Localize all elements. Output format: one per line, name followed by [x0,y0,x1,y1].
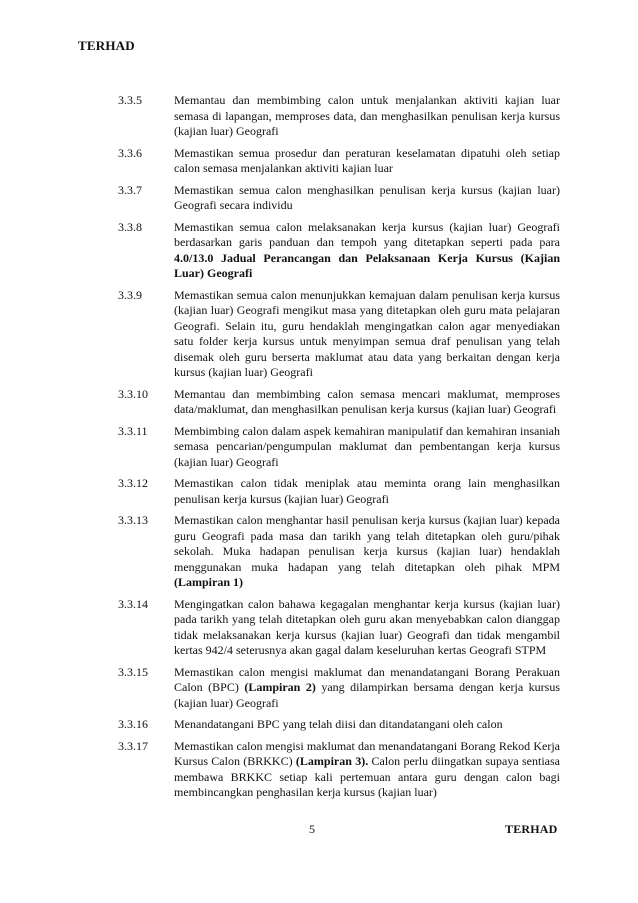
list-item-3-3-8 [118,220,560,282]
list-item-3-3-15 [118,665,560,712]
item-text-plain: Memastikan calon menghantar hasil penulisan kerja kursus (kajian luar) kepada guru Geografi pada masa dan tarikh yang telah ditetapkan oleh guru/pihak sekolah. Muka hadapan penulisan kerja kursus (kajian luar) hendaklah menggunakan muka hadapan yang telah ditetapkan oleh pihak MPM [174,513,560,574]
item-text [174,220,560,282]
item-number: 3.3.17 [118,738,148,753]
item-number: 3.3.10 [118,386,148,401]
item-text-bold-reference: (Lampiran 3). [295,754,369,768]
item-text: Memastikan calon tidak meniplak atau meminta orang lain menghasilkan penulisan kerja kursus (kajian luar) Geografi [174,476,560,506]
duties-list [118,93,560,807]
item-number: 3.3.13 [118,513,148,527]
list-item-3-3-12 [118,476,560,507]
item-text: Membimbing calon dalam aspek kemahiran manipulatif dan kemahiran insaniah semasa pencarian/pengumpulan maklumat dan pembentangan kerja kursus (kajian luar) Geografi [174,423,560,469]
item-number: 3.3.12 [118,476,148,490]
list-item-3-3-5 [118,93,560,140]
item-text-plain-after: yang dilampirkan bersama dengan kerja kursus (kajian luar) Geografi [174,680,561,710]
item-text-plain: Memastikan calon mengisi maklumat dan menandatangani Borang Rekod Kerja Kursus Calon (BRKKC) [174,738,560,768]
item-text-bold-reference: (Lampiran 1) [174,575,243,589]
list-item-3-3-9 [118,288,560,381]
list-item-3-3-13 [118,513,560,591]
item-number: 3.3.14 [118,596,148,611]
list-item-3-3-14 [118,597,560,659]
item-number: 3.3.11 [118,423,148,438]
item-number: 3.3.7 [118,182,142,197]
item-text [174,665,560,712]
item-number: 3.3.15 [118,664,148,679]
page-number: 5 [309,822,315,836]
item-text: Memastikan semua calon menunjukkan kemajuan dalam penulisan kerja kursus (kajian luar) Geografi mengikut masa yang ditetapkan oleh guru mata pelajaran Geografi. Selain itu, guru hendaklah mengingatkan calon agar menyediakan satu folder kerja kursus untuk menyimpan semua draf penulisan yang telah disemak oleh guru berserta maklumat atau data yang berkaitan dengan kerja kursus (kajian luar) Geografi [174,287,560,379]
item-text-plain-after: Calon perlu diingatkan supaya sentiasa membawa BRKKC setiap kali pertemuan antara guru dengan calon bagi membincangkan penghasilan kerja kursus (kajian luar) [174,754,560,799]
item-number: 3.3.6 [118,145,142,160]
list-item-3-3-11 [118,424,560,471]
item-text: Memantau dan membimbing calon untuk menjalankan aktiviti kajian luar semasa di lapangan, memproses data, dan menghasilkan penulisan kerja kursus (kajian luar) Geografi [174,93,560,138]
item-number: 3.3.16 [118,717,148,731]
list-item-3-3-17 [118,739,560,801]
item-text-bold-reference: (Lampiran 2) [244,680,316,694]
list-item-3-3-10 [118,387,560,418]
item-text-plain: Memastikan semua calon melaksanakan kerja kursus (kajian luar) Geografi berdasarkan garis panduan dan tempoh yang ditetapkan seperti pada para [174,219,560,249]
item-text: Mengingatkan calon bahawa kegagalan menghantar kerja kursus (kajian luar) pada tarikh yang telah ditetapkan oleh guru akan menyebabkan calon dianggap tidak melaksanakan kerja kursus (kajian luar) Geografi dan tidak mengambil kertas 942/4 seterusnya akan gagal dalam keseluruhan kertas Geografi STPM [174,596,560,657]
item-text [174,739,560,801]
item-text: Memantau dan membimbing calon semasa mencari maklumat, memproses data/maklumat, dan menghasilkan penulisan kerja kursus (kajian luar) Geografi [174,386,560,416]
item-text: Memastikan semua calon menghasilkan penulisan kerja kursus (kajian luar) Geografi secara individu [174,182,560,212]
item-number: 3.3.9 [118,287,142,302]
header-classification-label: TERHAD [78,38,135,53]
item-text: Memastikan semua prosedur dan peraturan keselamatan dipatuhi oleh setiap calon semasa menjalankan aktiviti kajian luar [174,145,560,175]
list-item-3-3-6 [118,146,560,177]
footer-classification-label: TERHAD [505,822,558,836]
list-item-3-3-7 [118,183,560,214]
item-number: 3.3.8 [118,219,142,234]
item-text: Menandatangani BPC yang telah diisi dan ditandatangani oleh calon [174,717,503,731]
item-text-bold-reference: 4.0/13.0 Jadual Perancangan dan Pelaksanaan Kerja Kursus (Kajian Luar) Geografi [174,250,560,280]
list-item-3-3-16 [118,717,560,733]
item-text-plain: Memastikan calon mengisi maklumat dan menandatangani Borang Perakuan Calon (BPC) [174,664,560,694]
item-text [174,513,560,591]
item-number: 3.3.5 [118,93,142,107]
